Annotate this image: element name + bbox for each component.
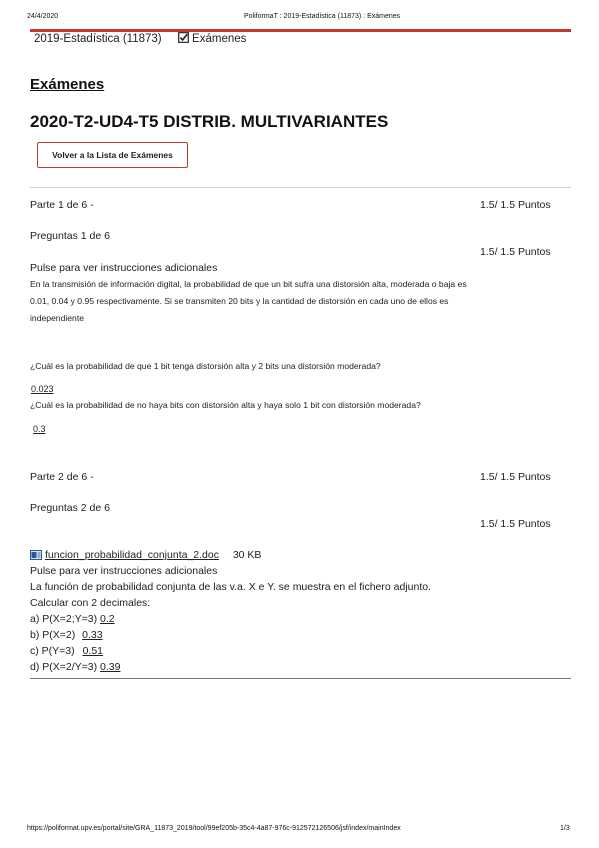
- print-page-number: 1/3: [560, 825, 570, 832]
- question2-points: 1.5/ 1.5 Puntos: [480, 518, 551, 530]
- part2-label: Parte 2 de 6 -: [30, 471, 94, 483]
- divider: [30, 187, 571, 188]
- subquestion-2: ¿Cuál es la probabilidad de no haya bits con distorsión alta y haya solo 1 bit con distorsión moderada?: [30, 400, 421, 410]
- part1-text-line: independiente: [30, 313, 85, 323]
- print-page-title: PoliformaT : 2019-Estadística (11873) : Exámenes: [244, 13, 401, 20]
- attachment-link[interactable]: funcion_probabilidad_conjunta_2.doc: [45, 549, 219, 561]
- answer-item-label: d) P(X=2/Y=3): [30, 661, 98, 673]
- word-document-icon: [30, 550, 42, 560]
- answer-item-value: 0.33: [82, 629, 103, 641]
- answer-item-value: 0.39: [100, 661, 121, 673]
- part1-label: Parte 1 de 6 -: [30, 199, 94, 211]
- answer-item: [30, 613, 115, 625]
- back-to-exam-list-button[interactable]: Volver a la Lista de Exámenes: [37, 142, 188, 168]
- exam-title: 2020-T2-UD4-T5 DISTRIB. MULTIVARIANTES: [30, 112, 389, 131]
- answer-1: 0.023: [31, 384, 54, 394]
- answer-item: [30, 645, 103, 657]
- part2-instructions-link[interactable]: Pulse para ver instrucciones adicionales: [30, 565, 218, 577]
- breadcrumb-tool: Exámenes: [192, 33, 247, 45]
- answer-item: [30, 661, 120, 673]
- question1-label: Preguntas 1 de 6: [30, 230, 110, 242]
- answer-2: 0.3: [33, 424, 46, 434]
- print-date: 24/4/2020: [27, 13, 59, 20]
- part1-text-line: En la transmisión de información digital, la probabilidad de que un bit sufra una distorsión alta, moderada o baja es: [30, 279, 467, 289]
- part1-instructions-link[interactable]: Pulse para ver instrucciones adicionales: [30, 262, 218, 274]
- part2-text-line: Calcular con 2 decimales:: [30, 597, 151, 609]
- answer-item-value: 0.2: [100, 613, 115, 625]
- breadcrumb-site-link[interactable]: 2019-Estadística (11873): [34, 33, 162, 45]
- answer-item-label: a) P(X=2;Y=3): [30, 613, 98, 625]
- answer-item: [30, 629, 103, 641]
- subquestion-1: ¿Cuál es la probabilidad de que 1 bit tenga distorsión alta y 2 bits una distorsión moderada?: [30, 361, 381, 371]
- section-heading: Exámenes: [30, 76, 105, 93]
- attachment: [45, 549, 261, 561]
- question1-points: 1.5/ 1.5 Puntos: [480, 246, 551, 258]
- attachment-size: 30 KB: [232, 549, 262, 561]
- part1-text-line: 0.01, 0.04 y 0.95 respectivamente. Si se transmiten 20 bits y la cantidad de distorsión en cada uno de ellos es: [30, 296, 449, 306]
- answer-item-label: c) P(Y=3): [30, 645, 75, 657]
- answer-item-value: 0.51: [82, 645, 103, 657]
- breadcrumb: [34, 32, 246, 45]
- divider: [30, 678, 571, 679]
- part1-points: 1.5/ 1.5 Puntos: [480, 199, 551, 211]
- answer-item-label: b) P(X=2): [30, 629, 76, 641]
- part2-text-line: La función de probabilidad conjunta de las v.a. X e Y. se muestra en el fichero adjunto.: [30, 581, 432, 593]
- print-url: https://poliformat.upv.es/portal/site/GRA_11873_2019/tool/99ef205b-35c4-4a87-976c-912572126506/jsf/index/mainIndex: [27, 825, 401, 832]
- question2-label: Preguntas 2 de 6: [30, 502, 110, 514]
- part2-points: 1.5/ 1.5 Puntos: [480, 471, 551, 483]
- checkbox-check-icon: [178, 32, 189, 43]
